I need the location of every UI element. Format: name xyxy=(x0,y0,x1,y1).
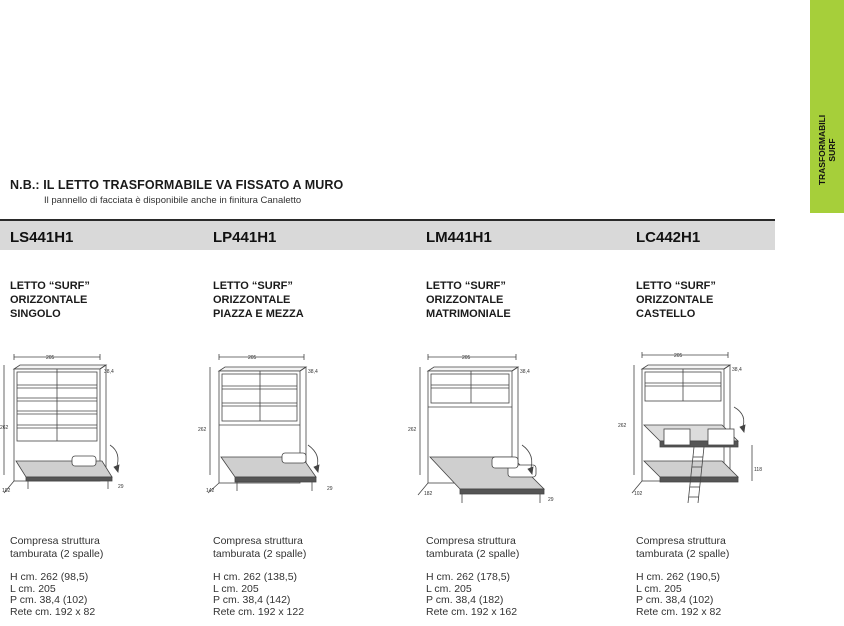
product-name-singolo xyxy=(10,279,90,321)
spec-line: H cm. 262 (138,5) xyxy=(213,571,298,583)
dim-width: 205 xyxy=(248,355,257,361)
product-code-ls441h1: LS441H1 xyxy=(10,229,74,246)
product-code-lm441h1: LM441H1 xyxy=(426,229,492,246)
product-note xyxy=(636,535,729,561)
product-name-castello xyxy=(636,279,716,321)
spec-line: L cm. 205 xyxy=(636,582,682,595)
dim-depth: 38,4 xyxy=(104,369,114,375)
spec-line: Rete cm. 192 x 82 xyxy=(10,605,96,618)
dim-bed-height: 29 xyxy=(327,486,333,492)
dim-bed-height: 29 xyxy=(118,484,124,490)
product-name-line: PIAZZA E MEZZA xyxy=(213,308,304,320)
product-name-line: LETTO “SURF” xyxy=(213,280,293,292)
spec-line: P cm. 38,4 (182) xyxy=(426,594,504,606)
product-name-line: LETTO “SURF” xyxy=(10,280,90,292)
side-tab-label xyxy=(813,100,841,200)
dim-width: 205 xyxy=(462,355,471,361)
drawing-matrimoniale xyxy=(408,345,568,515)
product-name-line: LETTO “SURF” xyxy=(636,280,716,292)
product-name-line: ORIZZONTALE xyxy=(10,294,88,306)
product-specs xyxy=(426,572,517,618)
spec-line: H cm. 262 (190,5) xyxy=(636,571,721,583)
product-code-lc442h1: LC442H1 xyxy=(636,229,701,246)
spec-line: L cm. 205 xyxy=(10,582,56,595)
dim-width: 205 xyxy=(46,355,55,361)
dim-depth: 38,4 xyxy=(308,369,318,375)
dim-width: 205 xyxy=(674,353,683,359)
dim-bed-depth: 102 xyxy=(2,488,11,494)
product-name-piazza-e-mezza xyxy=(213,279,304,321)
dim-height: 262 xyxy=(408,427,417,433)
product-code-lp441h1: LP441H1 xyxy=(213,229,277,246)
product-name-line: CASTELLO xyxy=(636,308,696,320)
drawing-singolo xyxy=(0,345,140,500)
drawing-piazza-e-mezza xyxy=(196,345,346,500)
product-note xyxy=(426,535,519,561)
product-name-line: SINGOLO xyxy=(10,308,61,320)
product-name-line: MATRIMONIALE xyxy=(426,308,511,320)
dim-depth: 38,4 xyxy=(732,367,742,373)
dim-bunk-height: 118 xyxy=(754,467,762,473)
spec-line: Rete cm. 192 x 122 xyxy=(213,605,305,618)
notice-subtitle: Il pannello di facciata è disponibile anche in finitura Canaletto xyxy=(44,195,302,206)
product-name-line: ORIZZONTALE xyxy=(426,294,504,306)
side-tab-line2: SURF xyxy=(827,138,838,162)
note-line: Compresa struttura xyxy=(636,535,726,547)
dim-bed-depth: 182 xyxy=(424,491,433,497)
note-line: tamburata (2 spalle) xyxy=(10,548,104,560)
note-line: Compresa struttura xyxy=(10,535,100,547)
product-name-matrimoniale xyxy=(426,279,511,321)
drawing-castello xyxy=(612,345,772,510)
dim-height: 262 xyxy=(618,423,627,429)
note-line: tamburata (2 spalle) xyxy=(213,548,307,560)
dim-height: 262 xyxy=(198,427,207,433)
note-line: Compresa struttura xyxy=(426,535,516,547)
dim-bed-depth: 142 xyxy=(206,488,215,494)
spec-line: H cm. 262 (178,5) xyxy=(426,571,511,583)
note-line: Compresa struttura xyxy=(213,535,303,547)
product-specs xyxy=(636,572,721,618)
dim-bed-height: 29 xyxy=(548,497,554,503)
dim-height: 262 xyxy=(0,425,9,431)
product-note xyxy=(10,535,103,561)
product-name-line: ORIZZONTALE xyxy=(636,294,714,306)
note-line: tamburata (2 spalle) xyxy=(426,548,520,560)
spec-line: H cm. 262 (98,5) xyxy=(10,571,89,583)
spec-line: P cm. 38,4 (142) xyxy=(213,594,291,606)
spec-line: Rete cm. 192 x 82 xyxy=(636,605,722,618)
side-tab-line1: TRASFORMABILI xyxy=(817,114,828,186)
note-line: tamburata (2 spalle) xyxy=(636,548,730,560)
spec-line: Rete cm. 192 x 162 xyxy=(426,605,518,618)
spec-line: P cm. 38,4 (102) xyxy=(636,594,714,606)
product-note xyxy=(213,535,306,561)
dim-depth: 38,4 xyxy=(520,369,530,375)
product-specs xyxy=(10,572,95,618)
spec-line: L cm. 205 xyxy=(426,582,472,595)
product-name-line: ORIZZONTALE xyxy=(213,294,291,306)
spec-line: P cm. 38,4 (102) xyxy=(10,594,88,606)
product-name-line: LETTO “SURF” xyxy=(426,280,506,292)
dim-bed-depth: 102 xyxy=(634,491,643,497)
product-specs xyxy=(213,572,304,618)
notice-title: N.B.: IL LETTO TRASFORMABILE VA FISSATO A MURO xyxy=(10,178,344,192)
spec-line: L cm. 205 xyxy=(213,582,259,595)
